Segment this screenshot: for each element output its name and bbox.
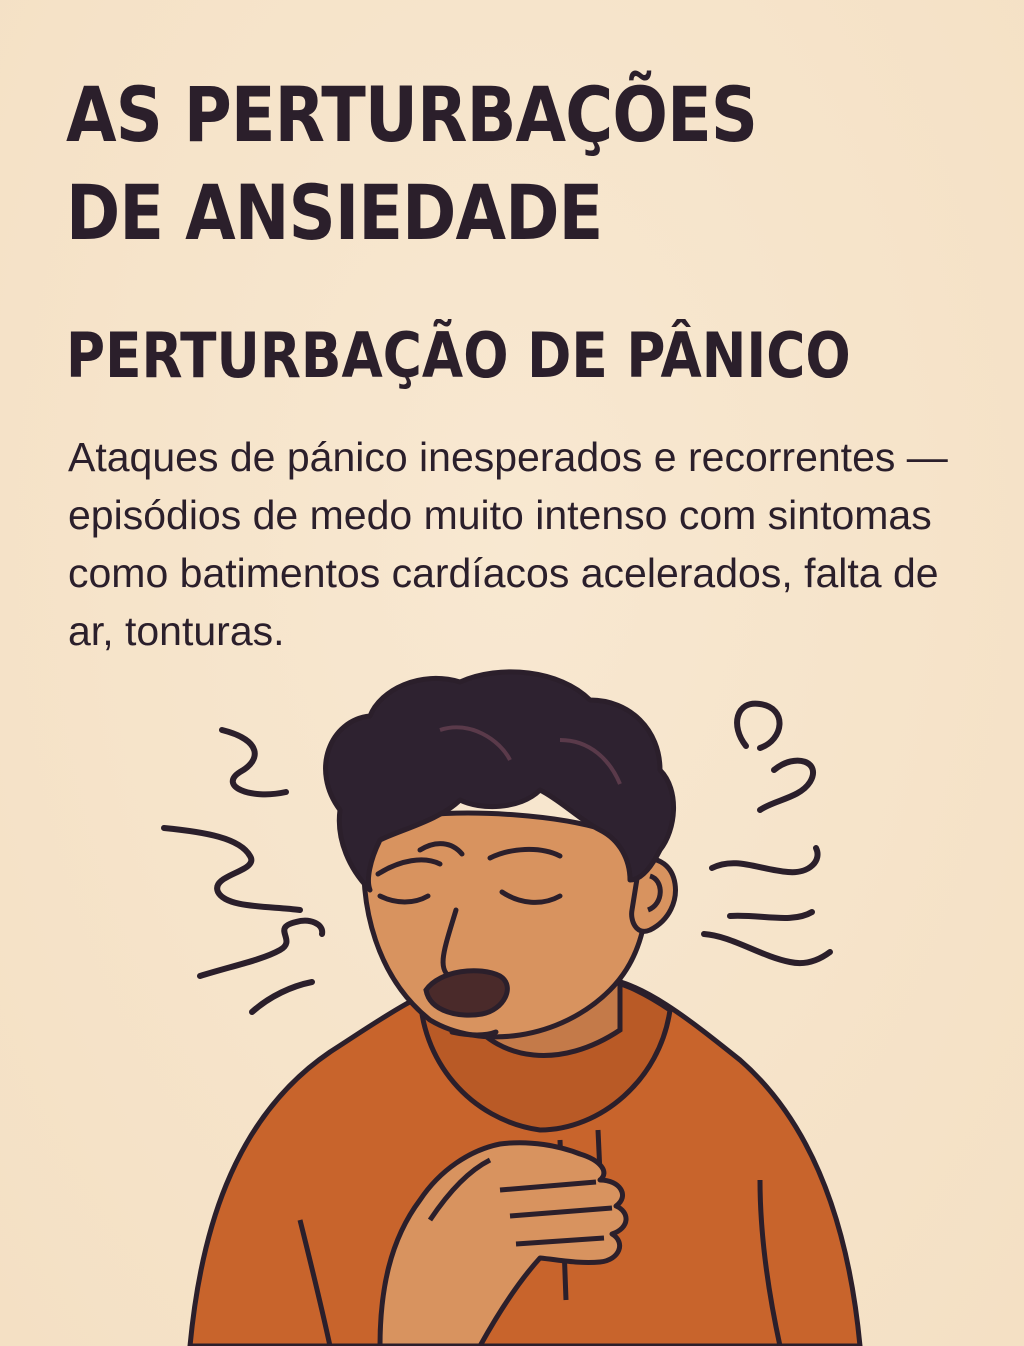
person-panic-attack-icon — [0, 660, 1024, 1346]
anxiety-lines-right-icon — [704, 704, 830, 963]
title-line-1: AS PERTURBAÇÕES — [66, 70, 758, 159]
page-title — [66, 66, 840, 262]
section-subtitle: PERTURBAÇÃO DE PÂNICO — [66, 319, 851, 392]
anxiety-lines-left-icon — [164, 730, 322, 1012]
description-text: Ataques de pánico inesperados e recorrentes — episódios de medo muito intenso com sintomas como batimentos cardíacos acelerados, falta de ar, tonturas. — [68, 434, 948, 654]
title-line-2: DE ANSIEDADE — [66, 168, 603, 257]
